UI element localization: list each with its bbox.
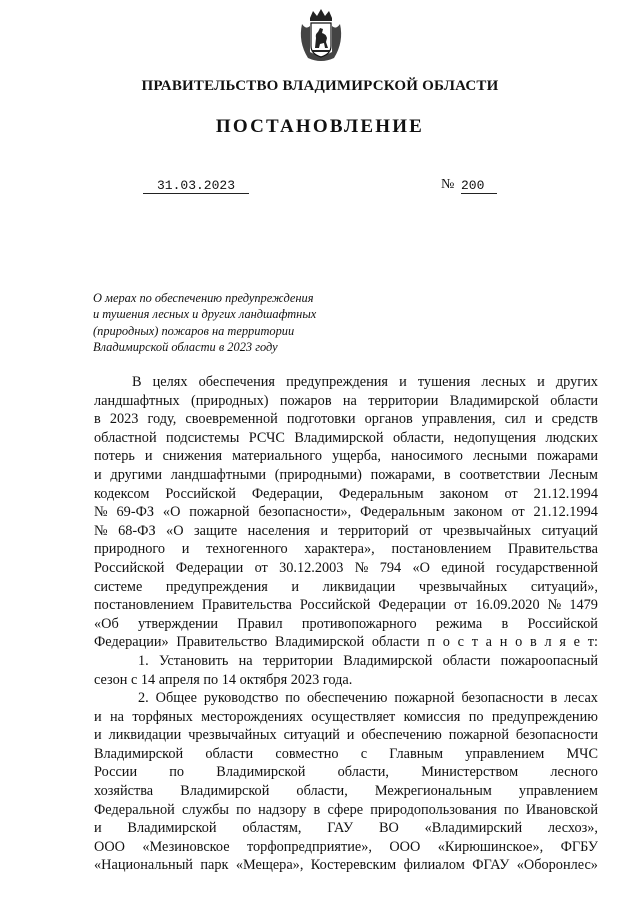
coat-of-arms-icon xyxy=(296,8,346,64)
body-line: «Об утверждении Правил противопожарного режима в Российской xyxy=(94,615,598,632)
body-line: № 69-ФЗ «О пожарной безопасности», Федеральным законом от 21.12.1994 xyxy=(94,504,598,521)
body-line: 1. Установить на территории Владимирской области пожароопасный xyxy=(138,652,598,669)
body-line: сезон с 14 апреля по 14 октября 2023 года. xyxy=(94,671,353,688)
government-title: ПРАВИТЕЛЬСТВО ВЛАДИМИРСКОЙ ОБЛАСТИ xyxy=(141,78,499,94)
body-line: «Национальный парк «Мещера», Костеревским филиалом ФГАУ «Оборонлес» xyxy=(94,857,598,874)
body-line: и ликвидации чрезвычайных ситуаций и обеспечению пожарной безопасности xyxy=(94,727,598,744)
body-line: Федеральной службы по надзору в сфере природопользования по Ивановской xyxy=(94,801,598,818)
body-line: В целях обеспечения предупреждения и тушения лесных и других xyxy=(132,374,598,390)
document-subject xyxy=(93,290,353,355)
body-line: и Владимирской областям, ГАУ ВО «Владимирский лесхоз», xyxy=(94,820,598,837)
subject-line: О мерах по обеспечению предупреждения xyxy=(93,291,314,305)
body-line: 2. Общее руководство по обеспечению пожарной безопасности в лесах xyxy=(138,690,598,707)
body-line: Владимирской области совместно с Главным управлением МЧС xyxy=(94,745,598,762)
body-line: ООО «Мезиновское торфопредприятие», ООО «Кирюшинское», ФГБУ xyxy=(94,838,598,855)
body-line: природного и техногенного характера», постановлением Правительства xyxy=(94,541,598,558)
body-line: системе предупреждения и ликвидации чрезвычайных ситуаций», xyxy=(94,578,598,595)
body-line: Российской Федерации от 30.12.2003 № 794 «О единой государственной xyxy=(94,559,598,576)
document-number: 200 xyxy=(461,178,497,194)
body-line: России по Владимирской области, Министерством лесного xyxy=(94,764,598,781)
document-date: 31.03.2023 xyxy=(143,178,249,194)
body-line: № 68-ФЗ «О защите населения и территорий от чрезвычайных ситуаций xyxy=(94,522,598,539)
body-line: Федерации» Правительство Владимирской области п о с т а н о в л я е т: xyxy=(94,634,598,651)
body-line: потерь и снижения материального ущерба, наносимого лесными пожарами xyxy=(94,448,598,465)
body-line: кодексом Российской Федерации, Федеральным законом от 21.12.1994 xyxy=(94,485,598,502)
subject-line: и тушения лесных и других ландшафтных xyxy=(93,307,317,322)
body-line: постановлением Правительства Российской Федерации от 16.09.2020 № 1479 xyxy=(94,597,598,614)
subject-line: Владимирской области в 2023 году xyxy=(93,339,278,354)
body-line: в 2023 году, своевременной подготовки органов управления, сил и средств xyxy=(94,411,598,428)
document-body xyxy=(94,373,598,875)
number-label: № xyxy=(441,177,455,192)
document-type-title: ПОСТАНОВЛЕНИЕ xyxy=(215,116,425,137)
subject-line: (природных) пожаров на территории xyxy=(93,323,295,338)
body-line: хозяйства Владимирской области, Межрегиональным управлением xyxy=(94,783,598,800)
body-line: и на торфяных месторождениях осуществляет комиссия по предупреждению xyxy=(94,708,598,725)
body-line: ландшафтных (природных) пожаров на территории Владимирской области xyxy=(94,392,598,409)
body-line: и другими ландшафтными (природными) пожарами, в соответствии Лесным xyxy=(94,466,598,483)
body-line: областной подсистемы РСЧС Владимирской области, недопущения людских xyxy=(94,429,598,446)
